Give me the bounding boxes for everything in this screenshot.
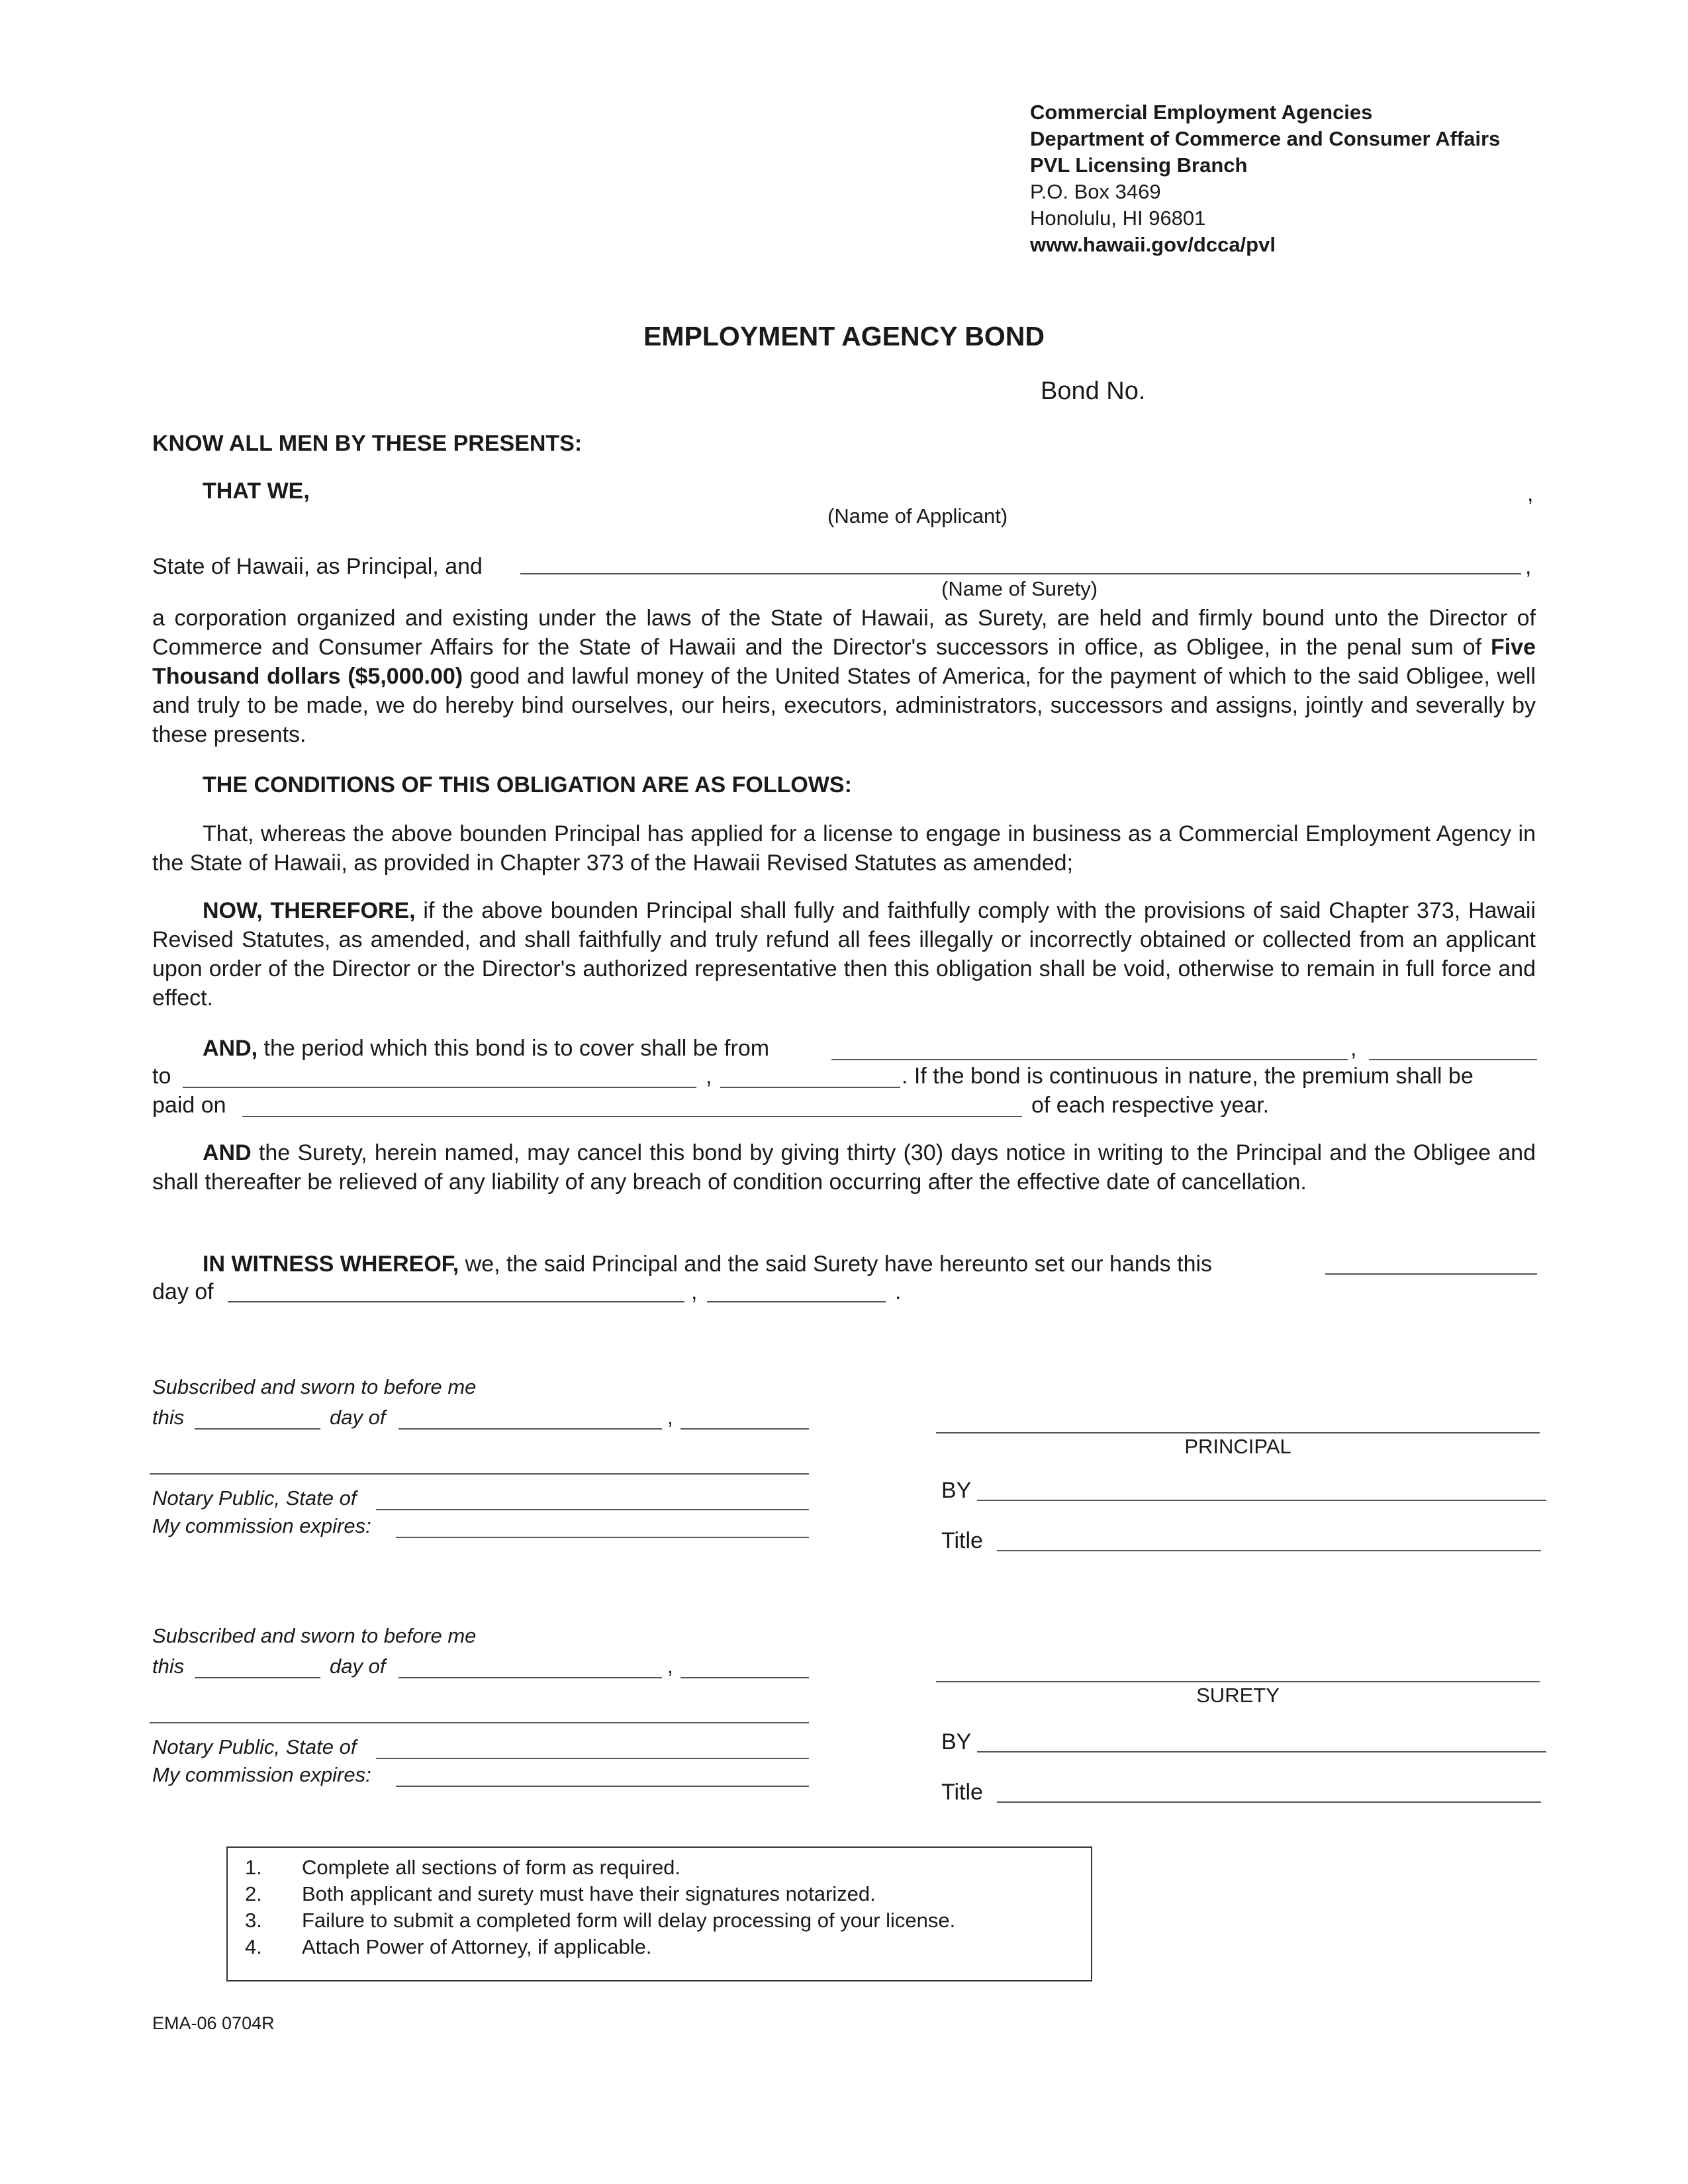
period-text: the period which this bond is to cover shall be from <box>258 1036 770 1061</box>
bond-paragraph <box>152 604 1536 749</box>
po-box: P.O. Box 3469 <box>1030 180 1161 203</box>
now-therefore-paragraph <box>152 896 1536 1013</box>
instruction-item <box>228 1934 1091 1960</box>
instruction-text: Both applicant and surety must have their signatures notarized. <box>302 1882 876 1905</box>
instruction-number: 2. <box>245 1882 262 1905</box>
period-from-year-field[interactable] <box>1369 1059 1537 1060</box>
notary-public-state-2: Notary Public, State of <box>152 1735 357 1758</box>
surety-name-field[interactable] <box>520 573 1521 574</box>
notary-commission-2: My commission expires: <box>152 1763 371 1786</box>
witness-label <box>203 1250 1212 1279</box>
instructions-box <box>226 1846 1092 1981</box>
notary-state-field-1[interactable] <box>376 1509 809 1510</box>
each-year-text: of each respective year. <box>1031 1093 1270 1118</box>
notary-month-field-1[interactable] <box>399 1428 662 1430</box>
notary-state-field-2[interactable] <box>376 1758 809 1759</box>
surety-by-field[interactable] <box>977 1751 1546 1752</box>
witness-text: we, the said Principal and the said Surety have hereunto set our hands this <box>459 1251 1213 1277</box>
witness-period: . <box>895 1279 902 1304</box>
notary-signature-field-2[interactable] <box>150 1722 809 1723</box>
period-to-comma: , <box>706 1064 712 1089</box>
principal-by-field[interactable] <box>977 1500 1546 1501</box>
know-all-heading: KNOW ALL MEN BY THESE PRESENTS: <box>152 431 583 456</box>
principal-label: PRINCIPAL <box>1184 1435 1291 1458</box>
agency-name: Commercial Employment Agencies <box>1030 101 1373 124</box>
surety-comma: , <box>1525 554 1532 579</box>
now-therefore-text: if the above bounden Principal shall fully and faithfully comply with the provisions of said Chapter 373, Hawaii Revised Statutes, as amended, and shall faithfully and truly refund all fees illegally or incorrectly obtained or collected from an applicant upon order of the Director or the Director's authorized representative then this obligation shall be void, otherwise to remain in full force and effect. <box>152 898 1536 1011</box>
surety-by-label: BY <box>941 1729 972 1754</box>
principal-title-label: Title <box>941 1528 983 1553</box>
instruction-item <box>228 1881 1091 1907</box>
notary-day-field-1[interactable] <box>195 1428 320 1430</box>
instruction-text: Failure to submit a completed form will delay processing of your license. <box>302 1909 956 1932</box>
conditions-heading: THE CONDITIONS OF THIS OBLIGATION ARE AS FOLLOWS: <box>203 772 852 797</box>
instruction-text: Complete all sections of form as required. <box>302 1856 681 1879</box>
notary-day-field-2[interactable] <box>195 1677 320 1678</box>
city-state-zip: Honolulu, HI 96801 <box>1030 206 1206 230</box>
period-label <box>203 1034 769 1063</box>
notary-month-field-2[interactable] <box>399 1677 662 1678</box>
surety-title-label: Title <box>941 1780 983 1805</box>
surety-label: SURETY <box>1196 1684 1280 1707</box>
and-label: AND, <box>203 1036 258 1061</box>
period-to-year-field[interactable] <box>720 1087 900 1088</box>
form-code: EMA-06 0704R <box>152 2013 275 2033</box>
cancellation-text: the Surety, herein named, may cancel this bond by giving thirty (30) days notice in writing to the Principal and the Obligee and shall thereafter be relieved of any liability of any breach of condition occurring after the effective date of cancellation. <box>152 1140 1536 1195</box>
notary-subscribed-2: Subscribed and sworn to before me <box>152 1624 477 1647</box>
witness-year-field[interactable] <box>707 1301 886 1302</box>
instruction-text: Attach Power of Attorney, if applicable. <box>302 1935 652 1958</box>
paid-on-field[interactable] <box>242 1116 1022 1117</box>
instructions-list <box>228 1854 1091 1960</box>
notary-public-state-1: Notary Public, State of <box>152 1486 357 1510</box>
witness-day-field[interactable] <box>1325 1273 1537 1275</box>
now-therefore-label: NOW, THEREFORE, <box>203 898 416 923</box>
surety-title-field[interactable] <box>997 1801 1541 1803</box>
page-title: EMPLOYMENT AGENCY BOND <box>643 321 1045 351</box>
notary-commission-field-2[interactable] <box>396 1786 809 1787</box>
instruction-item <box>228 1907 1091 1934</box>
notary-year-field-1[interactable] <box>680 1428 809 1430</box>
branch-name: PVL Licensing Branch <box>1030 154 1248 177</box>
period-from-comma: , <box>1350 1036 1357 1061</box>
notary-year-field-2[interactable] <box>680 1677 809 1678</box>
website-link[interactable]: www.hawaii.gov/dcca/pvl <box>1030 233 1276 256</box>
name-of-surety-caption: (Name of Surety) <box>941 577 1098 600</box>
principal-title-field[interactable] <box>997 1550 1541 1551</box>
agency-address-block <box>1030 99 1626 258</box>
notary-subscribed-1: Subscribed and sworn to before me <box>152 1375 477 1398</box>
whereas-paragraph: That, whereas the above bounden Principal has applied for a license to engage in business as a Commercial Employment Agency in the State of Hawaii, as provided in Chapter 373 of the Hawaii Revised Statutes as amended; <box>152 821 1536 876</box>
cancellation-paragraph <box>152 1138 1536 1197</box>
notary-signature-field-1[interactable] <box>150 1473 809 1475</box>
bond-number-label: Bond No. <box>1041 377 1146 405</box>
in-witness-whereof-label: IN WITNESS WHEREOF, <box>203 1251 459 1277</box>
period-from-date-field[interactable] <box>831 1059 1348 1060</box>
continuous-premium-text: . If the bond is continuous in nature, the premium shall be <box>902 1064 1474 1089</box>
instruction-number: 3. <box>245 1909 262 1932</box>
notary-comma-1: , <box>667 1406 673 1429</box>
instruction-number: 4. <box>245 1935 262 1958</box>
instruction-number: 1. <box>245 1856 262 1879</box>
penal-sum: Five Thousand dollars ($5,000.00) <box>152 635 1536 689</box>
department-name: Department of Commerce and Consumer Affairs <box>1030 127 1501 150</box>
notary-day-of-1: day of <box>330 1406 386 1429</box>
instruction-item <box>228 1854 1091 1881</box>
applicant-comma: , <box>1527 481 1534 506</box>
notary-this-1: this <box>152 1406 185 1429</box>
witness-month-field[interactable] <box>228 1301 684 1302</box>
notary-comma-2: , <box>667 1655 673 1678</box>
state-principal-label: State of Hawaii, as Principal, and <box>152 554 483 579</box>
name-of-applicant-caption: (Name of Applicant) <box>827 504 1008 527</box>
principal-by-label: BY <box>941 1478 972 1503</box>
witness-comma: , <box>691 1279 698 1304</box>
that-we-label: THAT WE, <box>203 478 310 504</box>
notary-day-of-2: day of <box>330 1655 386 1678</box>
and-cancel-label: AND <box>203 1140 252 1165</box>
notary-this-2: this <box>152 1655 185 1678</box>
bond-paragraph-text-a: a corporation organized and existing under the laws of the State of Hawaii, as Surety, are held and firmly bound unto the Director of Commerce and Consumer Affairs for the State of Hawaii and the Director's successors in office, as Obligee, in the penal sum of <box>152 606 1536 660</box>
witness-day-of-label: day of <box>152 1279 214 1304</box>
bond-paragraph-text-b: good and lawful money of the United States of America, for the payment of which to the said Obligee, well and truly to be made, we do hereby bind ourselves, our heirs, executors, administrators, successors and assigns, jointly and severally by these presents. <box>152 664 1536 747</box>
paid-on-label: paid on <box>152 1093 226 1118</box>
period-to-date-field[interactable] <box>183 1087 696 1088</box>
notary-commission-field-1[interactable] <box>396 1537 809 1538</box>
notary-commission-1: My commission expires: <box>152 1514 371 1537</box>
to-label: to <box>152 1064 171 1089</box>
